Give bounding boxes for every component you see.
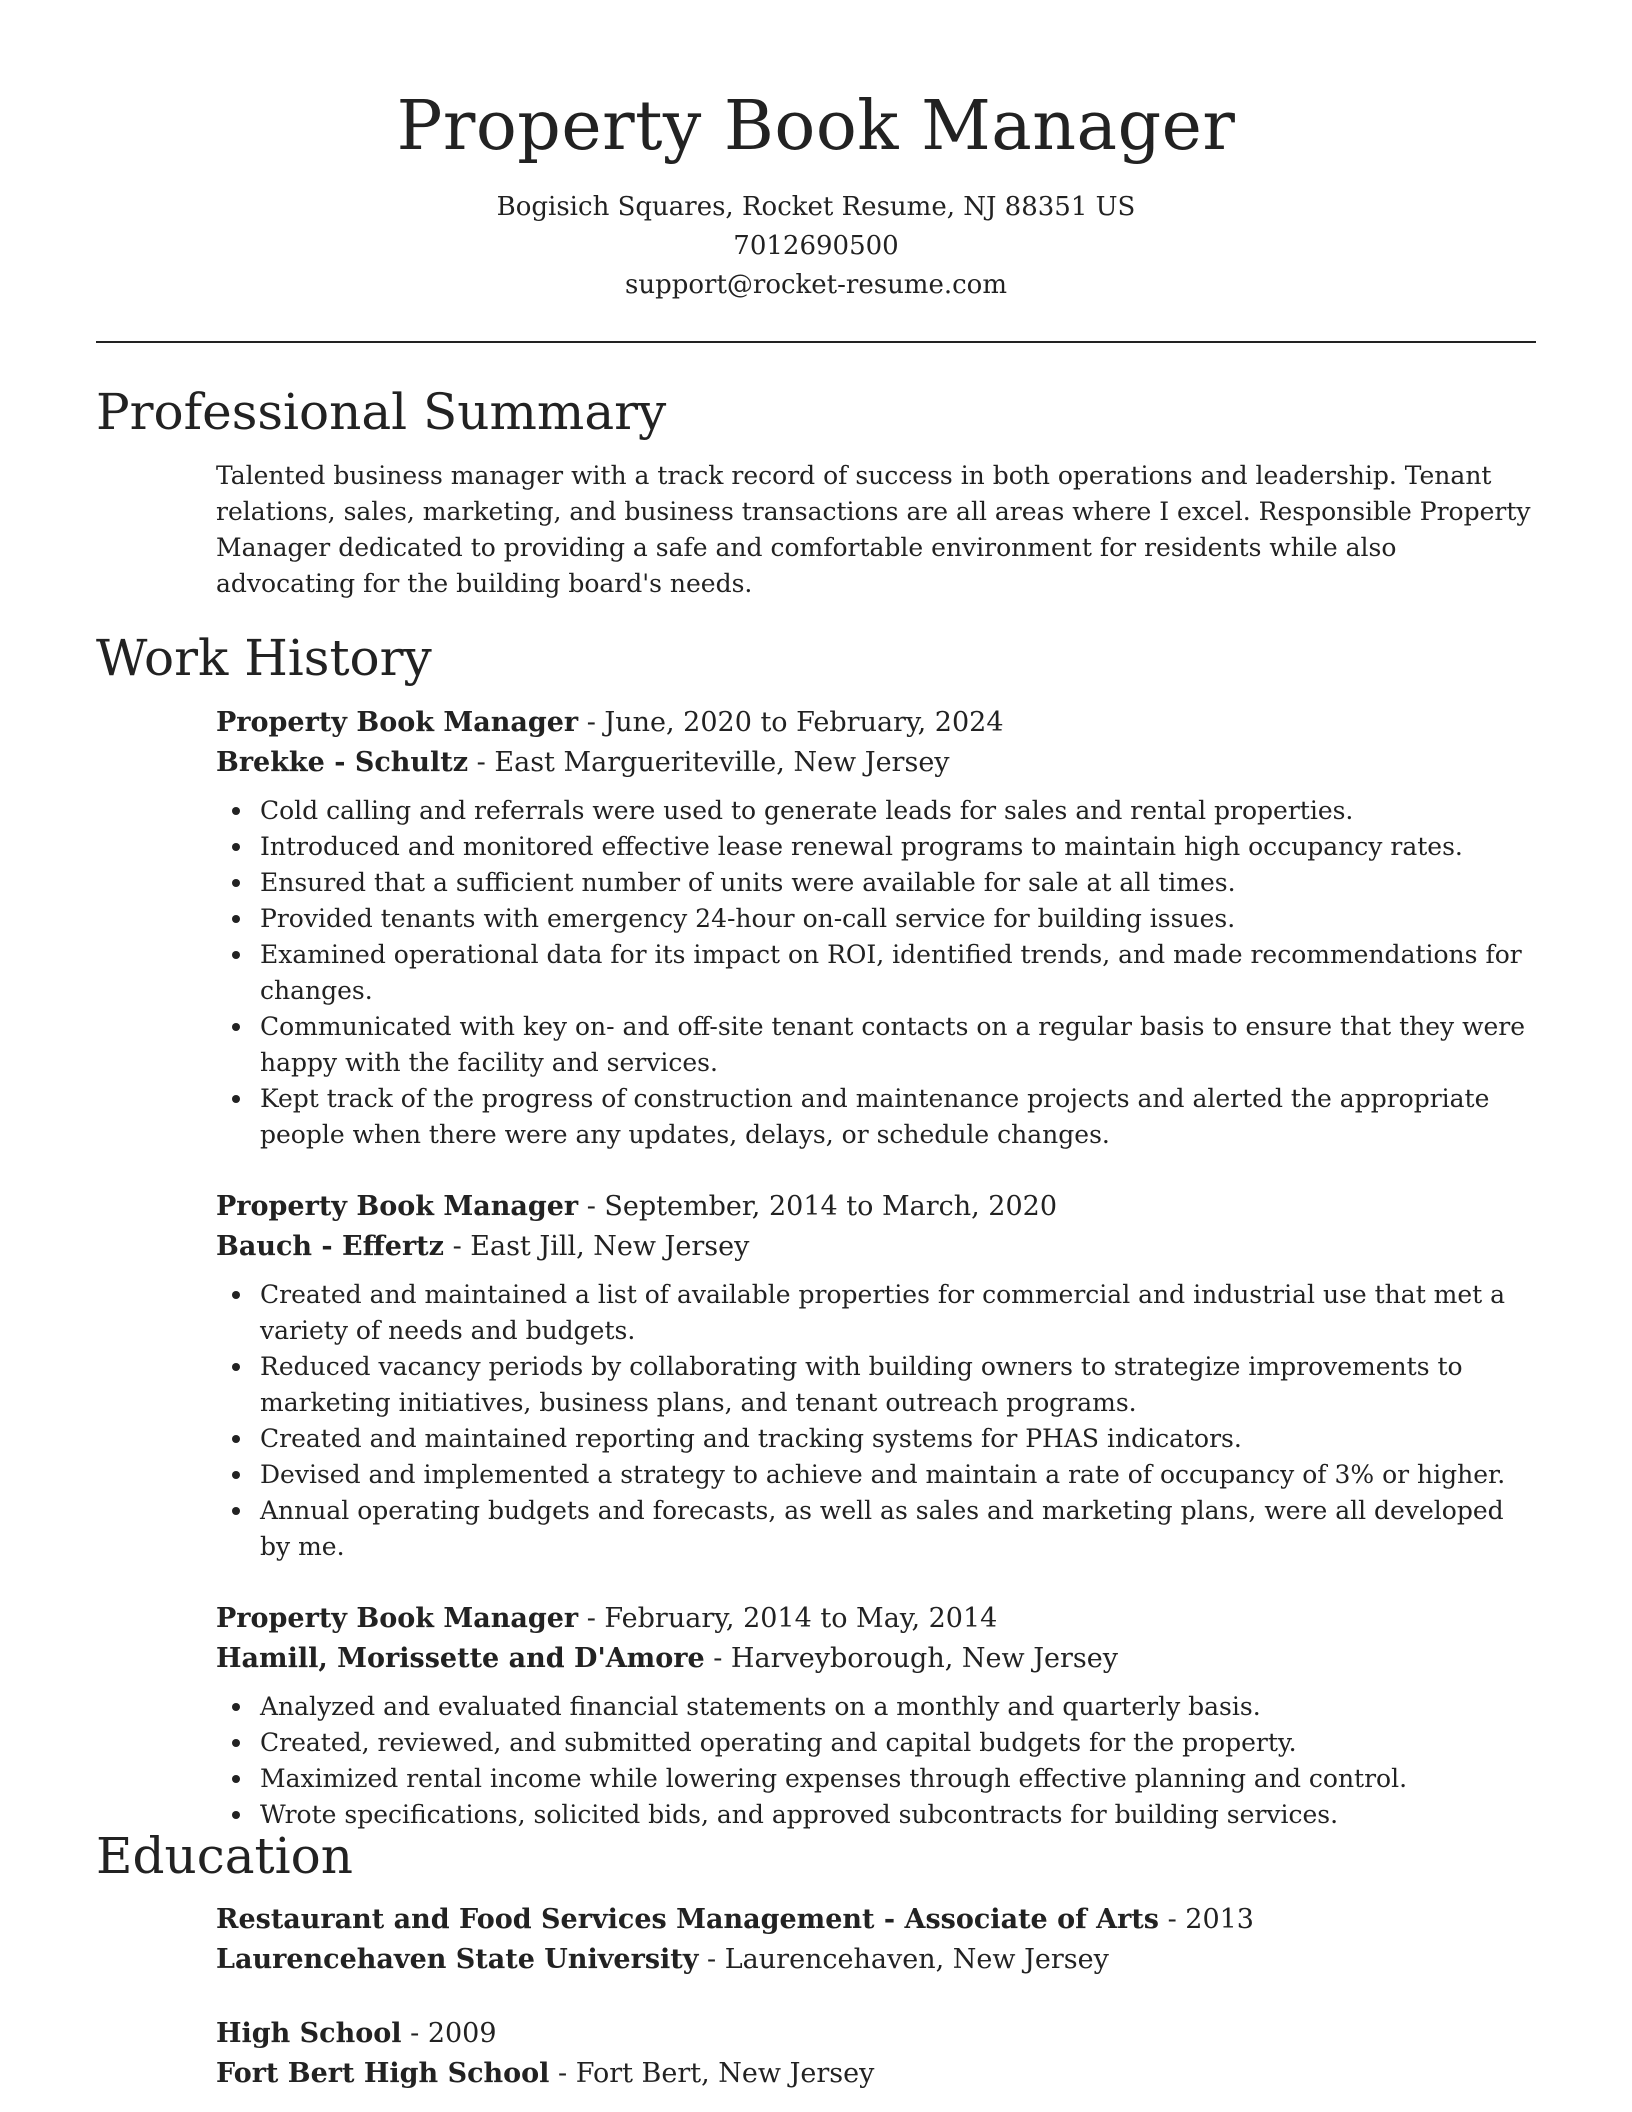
job-title-line bbox=[216, 1187, 1536, 1227]
job-company: Hamill, Morissette and D'Amore bbox=[216, 1643, 705, 1674]
summary-heading: Professional Summary bbox=[96, 383, 667, 441]
job-role: Property Book Manager bbox=[216, 1191, 579, 1222]
education-location: - Fort Bert, New Jersey bbox=[549, 2058, 875, 2089]
education-program-line bbox=[216, 1900, 1536, 1940]
email-address: support@rocket-resume.com bbox=[624, 270, 1007, 300]
job-company-line bbox=[216, 1227, 1536, 1267]
list-item: Created and maintained reporting and tracking systems for PHAS indicators. bbox=[260, 1421, 1536, 1457]
education-school-line bbox=[216, 1940, 1536, 1980]
work-history-section bbox=[216, 703, 1536, 1833]
list-item: Maximized rental income while lowering expenses through effective planning and control. bbox=[260, 1761, 1536, 1797]
list-item: Communicated with key on- and off-site tenant contacts on a regular basis to ensure that they were happy with the facility and services. bbox=[260, 1009, 1536, 1081]
list-item: Wrote specifications, solicited bids, and approved subcontracts for building services. bbox=[260, 1797, 1536, 1833]
education-program-line bbox=[216, 2014, 1536, 2054]
summary-text: Talented business manager with a track record of success in both operations and leadership. Tenant relations, sales, marketing, and business transactions are all areas where I excel. Responsible Property Manager dedicated to providing a safe and comfortable environment for residents while also advocating for the building board's needs. bbox=[216, 461, 1531, 598]
list-item: Cold calling and referrals were used to generate leads for sales and rental properties. bbox=[260, 793, 1536, 829]
list-item: Provided tenants with emergency 24-hour on-call service for building issues. bbox=[260, 901, 1536, 937]
list-item: Created and maintained a list of available properties for commercial and industrial use that met a variety of needs and budgets. bbox=[260, 1277, 1536, 1349]
list-item: Examined operational data for its impact on ROI, identified trends, and made recommendations for changes. bbox=[260, 937, 1536, 1009]
job-bullets bbox=[216, 793, 1536, 1153]
education-school-line bbox=[216, 2054, 1536, 2094]
education-heading: Education bbox=[96, 1827, 353, 1885]
job-dates: - February, 2014 to May, 2014 bbox=[578, 1603, 998, 1634]
contact-info bbox=[0, 188, 1632, 305]
job-title-line bbox=[216, 703, 1536, 743]
work-history-heading: Work History bbox=[96, 629, 432, 687]
job-location: - Harveyborough, New Jersey bbox=[704, 1643, 1118, 1674]
job-location: - East Jill, New Jersey bbox=[443, 1231, 750, 1262]
job-entry bbox=[216, 1599, 1536, 1833]
education-school: Fort Bert High School bbox=[216, 2058, 550, 2089]
job-title-line bbox=[216, 1599, 1536, 1639]
address: Bogisich Squares, Rocket Resume, NJ 88351 US bbox=[496, 192, 1136, 222]
job-company-line bbox=[216, 1639, 1536, 1679]
summary-section bbox=[216, 458, 1536, 602]
list-item: Annual operating budgets and forecasts, as well as sales and marketing plans, were all developed by me. bbox=[260, 1493, 1536, 1565]
job-role: Property Book Manager bbox=[216, 1603, 579, 1634]
job-role: Property Book Manager bbox=[216, 707, 579, 738]
education-entry bbox=[216, 1900, 1536, 1980]
job-entry bbox=[216, 703, 1536, 1153]
job-bullets bbox=[216, 1689, 1536, 1833]
candidate-name: Property Book Manager bbox=[396, 87, 1236, 166]
job-location: - East Margueriteville, New Jersey bbox=[468, 747, 950, 778]
education-program: High School bbox=[216, 2018, 402, 2049]
resume-header bbox=[0, 0, 1632, 305]
list-item: Analyzed and evaluated financial statements on a monthly and quarterly basis. bbox=[260, 1689, 1536, 1725]
education-section bbox=[216, 1900, 1536, 2094]
job-dates: - June, 2020 to February, 2024 bbox=[578, 707, 1004, 738]
job-company-line bbox=[216, 743, 1536, 783]
education-year: - 2013 bbox=[1158, 1904, 1254, 1935]
job-bullets bbox=[216, 1277, 1536, 1565]
education-year: - 2009 bbox=[401, 2018, 497, 2049]
job-company: Bauch - Effertz bbox=[216, 1231, 444, 1262]
education-program: Restaurant and Food Services Management - Associate of Arts bbox=[216, 1904, 1159, 1935]
list-item: Devised and implemented a strategy to achieve and maintain a rate of occupancy of 3% or higher. bbox=[260, 1457, 1536, 1493]
list-item: Created, reviewed, and submitted operating and capital budgets for the property. bbox=[260, 1725, 1536, 1761]
list-item: Reduced vacancy periods by collaborating with building owners to strategize improvements to marketing initiatives, business plans, and tenant outreach programs. bbox=[260, 1349, 1536, 1421]
list-item: Kept track of the progress of construction and maintenance projects and alerted the appropriate people when there were any updates, delays, or schedule changes. bbox=[260, 1081, 1536, 1153]
education-entry bbox=[216, 2014, 1536, 2094]
header-divider bbox=[96, 341, 1536, 343]
list-item: Ensured that a sufficient number of units were available for sale at all times. bbox=[260, 865, 1536, 901]
job-company: Brekke - Schultz bbox=[216, 747, 469, 778]
education-location: - Laurencehaven, New Jersey bbox=[698, 1944, 1109, 1975]
education-school: Laurencehaven State University bbox=[216, 1944, 699, 1975]
job-dates: - September, 2014 to March, 2020 bbox=[578, 1191, 1057, 1222]
phone-number: 7012690500 bbox=[733, 231, 899, 261]
list-item: Introduced and monitored effective lease renewal programs to maintain high occupancy rates. bbox=[260, 829, 1536, 865]
job-entry bbox=[216, 1187, 1536, 1565]
